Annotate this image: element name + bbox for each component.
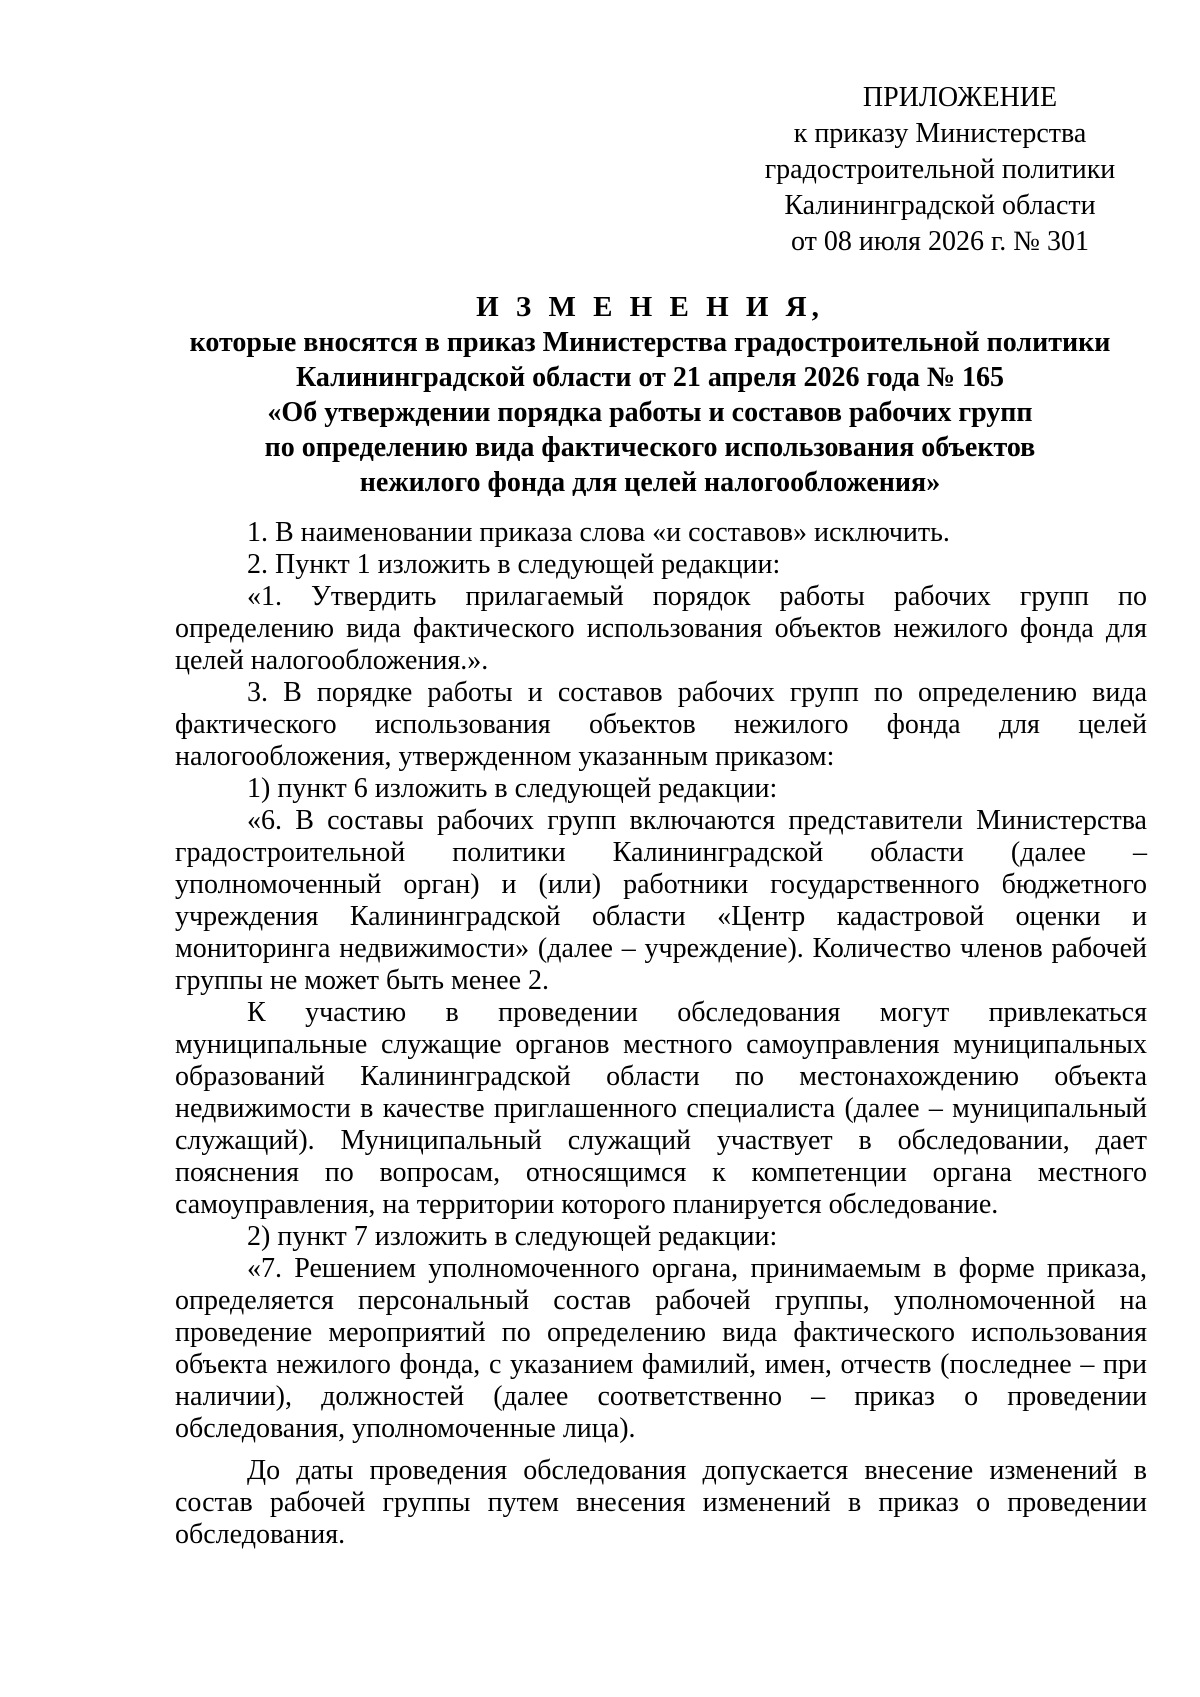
paragraph-point-7-text: «7. Решением уполномоченного органа, принимаемым в форме приказа, определяется персональный состав рабочей группы, уполномоченной на проведение мероприятий по определению вида фактического использования объекта нежилого фонда, с указанием фамилий, имен, отчеств (последнее – при наличии), должностей (далее соответственно – приказ о проведении обследования, уполномоченные лица). xyxy=(175,1253,1147,1444)
paragraph-subitem-2: 2) пункт 7 изложить в следующей редакции: xyxy=(247,1221,778,1252)
appendix-line: градостроительной политики xyxy=(764,154,1116,185)
paragraph-changes-before-date: До даты проведения обследования допускается внесение изменений в состав рабочей группы путем внесения изменений в приказ о проведении обследования. xyxy=(175,1455,1147,1550)
title-line: по определению вида фактического использования объектов xyxy=(264,432,1036,463)
title-line: которые вносятся в приказ Министерства градостроительной политики xyxy=(189,327,1111,358)
paragraph-point-1-text: «1. Утвердить прилагаемый порядок работы рабочих групп по определению вида фактического использования объектов нежилого фонда для целей налогообложения.». xyxy=(175,581,1147,676)
appendix-block xyxy=(760,80,1120,260)
title-line: Калининградской области от 21 апреля 2026 года № 165 xyxy=(295,362,1005,393)
title-line: «Об утверждении порядка работы и составов рабочих групп xyxy=(267,397,1033,428)
appendix-heading: ПРИЛОЖЕНИЕ xyxy=(862,82,1058,113)
paragraph-item-3: 3. В порядке работы и составов рабочих групп по определению вида фактического использования объектов нежилого фонда для целей налогообложения, утвержденном указанным приказом: xyxy=(175,677,1147,772)
paragraph-item-2: 2. Пункт 1 изложить в следующей редакции: xyxy=(247,549,781,580)
document-title xyxy=(170,290,1130,500)
appendix-line: к приказу Министерства xyxy=(793,118,1087,149)
paragraph-item-1: 1. В наименовании приказа слова «и составов» исключить. xyxy=(247,517,950,548)
appendix-line: от 08 июля 2026 г. № 301 xyxy=(791,226,1089,257)
title-line: нежилого фонда для целей налогообложения» xyxy=(359,467,941,498)
title-word: И З М Е Н Е Н И Я, xyxy=(476,291,824,323)
paragraph-subitem-1: 1) пункт 6 изложить в следующей редакции: xyxy=(247,773,778,804)
paragraph-point-6-text: «6. В составы рабочих групп включаются представители Министерства градостроительной политики Калининградской области (далее – уполномоченный орган) и (или) работники государственного бюджетного учреждения Калининградской области «Центр кадастровой оценки и мониторинга недвижимости» (далее – учреждение). Количество членов рабочей группы не может быть менее 2. xyxy=(175,805,1147,996)
appendix-line: Калининградской области xyxy=(784,190,1096,221)
paragraph-participation: К участию в проведении обследования могут привлекаться муниципальные служащие органов местного самоуправления муниципальных образований Калининградской области по местонахождению объекта недвижимости в качестве приглашенного специалиста (далее – муниципальный служащий). Муниципальный служащий участвует в обследовании, дает пояснения по вопросам, относящимся к компетенции органа местного самоуправления, на территории которого планируется обследование. xyxy=(175,997,1147,1220)
document-body xyxy=(175,517,1147,1551)
